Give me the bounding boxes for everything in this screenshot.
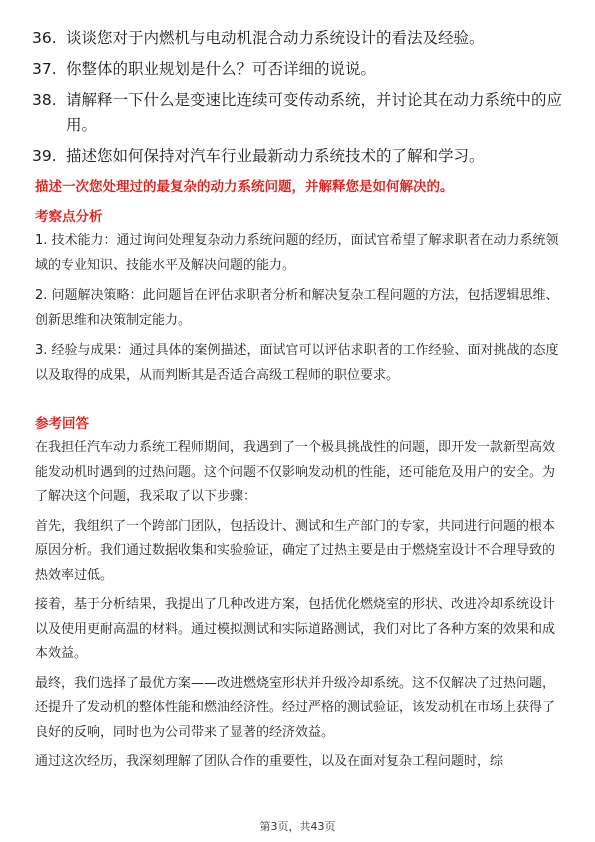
answer-heading: 参考回答 bbox=[35, 416, 89, 432]
page-footer: 第3页，共43页 bbox=[259, 820, 336, 833]
question-item bbox=[32, 57, 572, 82]
question-number: 36. bbox=[32, 29, 57, 47]
question-item bbox=[32, 26, 572, 51]
question-text: 请解释一下什么是变速比连续可变传动系统，并讨论其在动力系统中的应用。 bbox=[66, 91, 563, 134]
question-number: 38. bbox=[32, 91, 57, 109]
question-text: 你整体的职业规划是什么？可否详细的说说。 bbox=[66, 60, 377, 78]
analysis-heading: 考察点分析 bbox=[35, 209, 103, 225]
question-number: 37. bbox=[32, 60, 57, 78]
answer-paragraph: 最终，我们选择了最优方案——改进燃烧室形状并升级冷却系统。这不仅解决了过热问题，还提升了发动机的整体性能和燃油经济性。经过严格的测试验证，该发动机在市场上获得了良好的反响，同时也为公司带来了显著的经济效益。 bbox=[35, 675, 556, 740]
analysis-point: 1. 技术能力：通过询问处理复杂动力系统问题的经历，面试官希望了解求职者在动力系统领域的专业知识、技能水平及解决问题的能力。 bbox=[35, 233, 559, 273]
question-text: 描述您如何保持对汽车行业最新动力系统技术的了解和学习。 bbox=[66, 147, 485, 165]
answer-section bbox=[35, 412, 565, 780]
question-text: 谈谈您对于内燃机与电动机混合动力系统设计的看法及经验。 bbox=[66, 29, 485, 47]
analysis-section bbox=[35, 205, 565, 394]
answer-paragraph: 首先，我组织了一个跨部门团队，包括设计、测试和生产部门的专家，共同进行问题的根本原因分析。我们通过数据收集和实验验证，确定了过热主要是由于燃烧室设计不合理导致的热效率过低。 bbox=[35, 518, 556, 583]
featured-question: 描述一次您处理过的最复杂的动力系统问题，并解释您是如何解决的。 bbox=[35, 179, 454, 195]
answer-paragraph: 接着，基于分析结果，我提出了几种改进方案，包括优化燃烧室的形状、改进冷却系统设计以及使用更耐高温的材料。通过模拟测试和实际道路测试，我们对比了各种方案的效果和成本效益。 bbox=[35, 597, 556, 661]
answer-paragraph: 在我担任汽车动力系统工程师期间，我遇到了一个极具挑战性的问题，即开发一款新型高效能发动机时遇到的过热问题。这个问题不仅影响发动机的性能，还可能危及用户的安全。为了解决这个问题，我采取了以下步骤： bbox=[35, 440, 556, 504]
analysis-point: 3. 经验与成果：通过具体的案例描述，面试官可以评估求职者的工作经验、面对挑战的态度以及取得的成果，从而判断其是否适合高级工程师的职位要求。 bbox=[35, 343, 559, 383]
question-number: 39. bbox=[32, 147, 57, 165]
question-item bbox=[32, 144, 572, 169]
analysis-point: 2. 问题解决策略：此问题旨在评估求职者分析和解决复杂工程问题的方法，包括逻辑思维、创新思维和决策制定能力。 bbox=[35, 288, 559, 328]
answer-paragraph: 通过这次经历，我深刻理解了团队合作的重要性，以及在面对复杂工程问题时，综 bbox=[35, 754, 504, 769]
question-item bbox=[32, 88, 572, 138]
question-list bbox=[32, 26, 572, 175]
